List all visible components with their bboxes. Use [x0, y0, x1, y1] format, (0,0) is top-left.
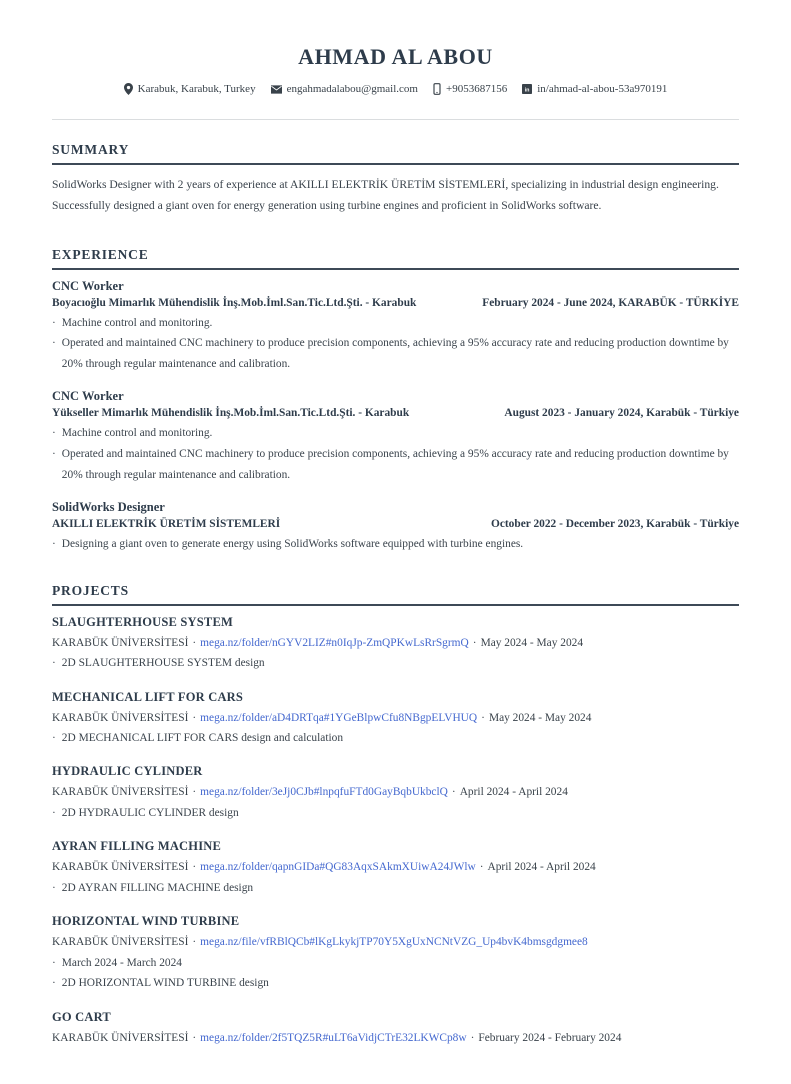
project-title: MECHANICAL LIFT FOR CARS	[52, 689, 244, 704]
job-title: SolidWorks Designer	[52, 500, 165, 515]
projects-heading: PROJECTS	[52, 583, 739, 606]
project-bullet-text: 2D AYRAN FILLING MACHINE design	[61, 881, 254, 894]
project-org: KARABÜK ÜNİVERSİTESİ	[52, 786, 189, 799]
bullet-marker: ·	[52, 881, 56, 894]
project-link[interactable]: mega.nz/folder/nGYV2LIZ#n0IqJp-ZmQPKwLsRrSgrmQ	[200, 636, 469, 649]
separator: ·	[451, 786, 456, 799]
bullet-marker: ·	[52, 427, 56, 440]
project-org: KARABÜK ÜNİVERSİTESİ	[52, 636, 189, 649]
job-bullet	[52, 534, 739, 555]
bullet-marker: ·	[52, 977, 56, 990]
project-link[interactable]: mega.nz/file/vfRBlQCb#lKgLkykjTP70Y5XgUxNCNtVZG_Up4bvK4bmsgdgmee8	[200, 936, 588, 949]
job-bullet-text: Operated and maintained CNC machinery to produce precision components, achieving a 95% accuracy rate and reducing production downtime by 20% through regular maintenance and calibration.	[61, 337, 729, 370]
contact-phone	[433, 83, 507, 95]
job-dates: August 2023 - January 2024, Karabük - Türkiye	[504, 407, 739, 420]
contact-linkedin	[522, 83, 667, 95]
experience-heading: EXPERIENCE	[52, 247, 739, 270]
bullet-marker: ·	[52, 316, 56, 329]
separator: ·	[192, 1031, 197, 1044]
contact-location-text: Karabuk, Karabuk, Turkey	[137, 83, 256, 95]
job-entry	[52, 389, 739, 485]
candidate-name: AHMAD AL ABOU	[298, 44, 493, 69]
separator: ·	[192, 861, 197, 874]
job-bullet	[52, 444, 739, 485]
svg-text:in: in	[524, 87, 530, 94]
contact-location	[124, 83, 256, 95]
project-title: HORIZONTAL WIND TURBINE	[52, 914, 240, 929]
separator: ·	[481, 711, 485, 724]
project-org: KARABÜK ÜNİVERSİTESİ	[52, 861, 189, 874]
project-dates: May 2024 - May 2024	[480, 636, 584, 649]
project-org: KARABÜK ÜNİVERSİTESİ	[52, 711, 189, 724]
job-title: CNC Worker	[52, 389, 124, 404]
separator: ·	[192, 786, 197, 799]
contact-row	[52, 83, 739, 95]
job-company: Yükseller Mimarlık Mühendislik İnş.Mob.İml.San.Tic.Ltd.Şti. - Karabuk	[52, 407, 410, 420]
location-pin-icon	[124, 83, 133, 95]
job-dates: February 2024 - June 2024, KARABÜK - TÜRKİYE	[482, 296, 739, 309]
job-title: CNC Worker	[52, 278, 124, 293]
project-meta	[52, 634, 739, 653]
project-title: AYRAN FILLING MACHINE	[52, 839, 222, 854]
envelope-icon	[271, 85, 282, 94]
project-bullet-text: 2D MECHANICAL LIFT FOR CARS design and calculation	[61, 731, 344, 744]
project-title: HYDRAULIC CYLINDER	[52, 764, 203, 779]
project-bullet	[52, 653, 739, 674]
project-dates-line	[52, 953, 739, 974]
project-dates: May 2024 - May 2024	[488, 711, 592, 724]
project-entry	[52, 839, 739, 898]
contact-email-text: engahmadalabou@gmail.com	[286, 83, 418, 95]
job-bullet	[52, 313, 739, 334]
project-entry	[52, 615, 739, 674]
experience-section	[52, 247, 739, 555]
resume-header	[52, 44, 739, 120]
contact-email	[271, 83, 418, 95]
project-link[interactable]: mega.nz/folder/qapnGIDa#QG83AqxSAkmXUiwA24JWlw	[200, 861, 476, 874]
project-dates: April 2024 - April 2024	[459, 786, 568, 799]
bullet-marker: ·	[52, 731, 56, 744]
project-bullet-text: 2D HORIZONTAL WIND TURBINE design	[61, 977, 269, 990]
project-bullet-text: 2D HYDRAULIC CYLINDER design	[61, 806, 239, 819]
job-bullet	[52, 333, 739, 374]
summary-text: SolidWorks Designer with 2 years of experience at AKILLI ELEKTRİK ÜRETİM SİSTEMLERİ, specializing in industrial design engineering. Successfully designed a giant oven for energy generation using turbine engines and proficient in SolidWorks software.	[52, 178, 719, 213]
job-entry	[52, 279, 739, 375]
phone-icon	[433, 83, 441, 95]
project-dates: March 2024 - March 2024	[61, 956, 182, 969]
bullet-marker: ·	[52, 806, 56, 819]
job-bullet-text: Operated and maintained CNC machinery to produce precision components, achieving a 95% accuracy rate and reducing production downtime by 20% through regular maintenance and calibration.	[61, 448, 729, 481]
project-entry	[52, 690, 739, 749]
projects-section	[52, 583, 739, 1049]
contact-linkedin-text: in/ahmad-al-abou-53a970191	[537, 83, 668, 95]
bullet-marker: ·	[52, 956, 56, 969]
project-title: GO CART	[52, 1009, 111, 1024]
linkedin-icon	[522, 84, 532, 94]
project-entry	[52, 914, 739, 993]
project-entry	[52, 1010, 739, 1048]
header-divider	[52, 119, 739, 120]
project-org: KARABÜK ÜNİVERSİTESİ	[52, 1031, 189, 1044]
project-meta	[52, 709, 739, 728]
project-org: KARABÜK ÜNİVERSİTESİ	[52, 936, 189, 949]
job-subtitle-row	[52, 518, 739, 530]
project-title: SLAUGHTERHOUSE SYSTEM	[52, 614, 233, 629]
job-subtitle-row	[52, 297, 739, 309]
project-bullet	[52, 973, 739, 994]
project-bullet-text: 2D SLAUGHTERHOUSE SYSTEM design	[61, 656, 265, 669]
job-company: Boyacıoğlu Mimarlık Mühendislik İnş.Mob.İml.San.Tic.Ltd.Şti. - Karabuk	[52, 296, 417, 309]
job-bullet-text: Designing a giant oven to generate energy using SolidWorks software equipped with turbine engines.	[61, 538, 524, 551]
bullet-marker: ·	[52, 538, 56, 551]
project-meta	[52, 858, 739, 877]
bullet-marker: ·	[52, 656, 56, 669]
job-entry	[52, 500, 739, 555]
separator: ·	[479, 861, 484, 874]
contact-phone-text: +9053687156	[445, 83, 508, 95]
project-bullet	[52, 803, 739, 824]
project-link[interactable]: mega.nz/folder/3eJj0CJb#lnpqfuFTd0GayBqbUkbclQ	[200, 786, 448, 799]
project-bullet	[52, 728, 739, 749]
project-bullet	[52, 878, 739, 899]
job-company: AKILLI ELEKTRİK ÜRETİM SİSTEMLERİ	[52, 518, 281, 531]
project-dates: February 2024 - February 2024	[478, 1031, 622, 1044]
bullet-marker: ·	[52, 448, 56, 460]
bullet-marker: ·	[52, 337, 56, 350]
project-entry	[52, 764, 739, 823]
separator: ·	[192, 711, 197, 724]
job-subtitle-row	[52, 407, 739, 419]
project-dates: April 2024 - April 2024	[487, 861, 596, 874]
job-bullet	[52, 423, 739, 444]
project-meta	[52, 933, 739, 952]
job-dates: October 2022 - December 2023, Karabük - Türkiye	[490, 518, 739, 531]
summary-heading: SUMMARY	[52, 142, 739, 165]
project-meta	[52, 1029, 739, 1048]
project-link[interactable]: mega.nz/folder/2f5TQZ5R#uLT6aVidjCTrE32LKWCp8w	[200, 1031, 467, 1044]
separator: ·	[470, 1031, 475, 1044]
job-bullet-text: Machine control and monitoring.	[61, 427, 213, 440]
separator: ·	[192, 936, 197, 949]
separator: ·	[472, 636, 477, 649]
job-bullet-text: Machine control and monitoring.	[61, 316, 213, 329]
summary-section	[52, 142, 739, 217]
separator: ·	[192, 636, 197, 649]
project-meta	[52, 783, 739, 802]
project-link[interactable]: mega.nz/folder/aD4DRTqa#1YGeBlpwCfu8NBgpELVHUQ	[200, 711, 478, 724]
